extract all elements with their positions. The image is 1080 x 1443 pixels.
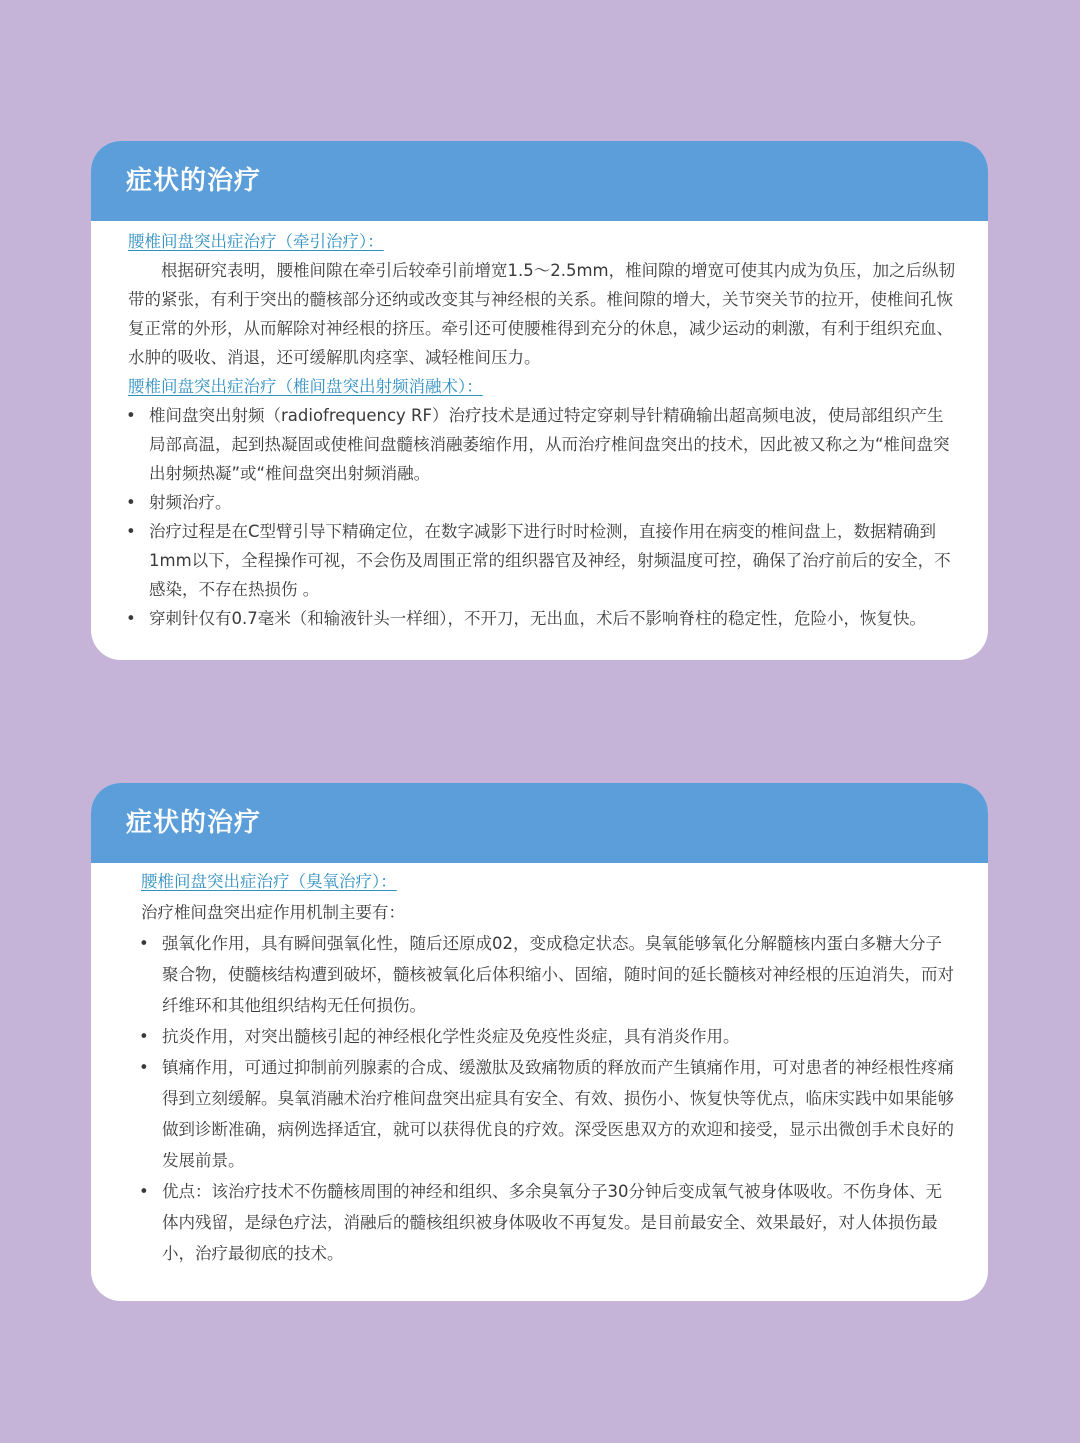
list-item [128,604,958,633]
traction-therapy-link[interactable]: 腰椎间盘突出症治疗（牵引治疗）： [128,232,384,251]
radiofrequency-ablation-link[interactable]: 腰椎间盘突出症治疗（椎间盘突出射频消融术）： [128,377,483,396]
list-item [141,1176,958,1269]
bullet-text: 优点：该治疗技术不伤髓核周围的神经和组织、多余臭氧分子30分钟后变成氧气被身体吸收。不伤身体、无体内残留，是绿色疗法，消融后的髓核组织被身体吸收不再复发。是目前最安全、效果最好，对人体损伤最小，治疗最彻底的技术。 [162,1182,942,1263]
card-body [91,221,988,633]
list-item [128,488,958,517]
bullet-icon: • [139,1182,149,1201]
card-body [91,863,988,1269]
ozone-intro: 治疗椎间盘突出症作用机制主要有： [141,903,405,922]
bullet-text: 强氧化作用，具有瞬间强氧化性，随后还原成02，变成稳定状态。臭氧能够氧化分解髓核内蛋白多糖大分子聚合物，使髓核结构遭到破坏，髓核被氧化后体积缩小、固缩，随时间的延长髓核对神经根的压迫消失，而对纤维环和其他组织结构无任何损伤。 [162,934,954,1015]
bullet-icon: • [126,406,136,425]
traction-paragraph: 根据研究表明，腰椎间隙在牵引后较牵引前增宽1.5～2.5mm，椎间隙的增宽可使其内成为负压，加之后纵韧带的紧张，有利于突出的髓核部分还纳或改变其与神经根的关系。椎间隙的增大，关节突关节的拉开，使椎间孔恢复正常的外形，从而解除对神经根的挤压。牵引还可使腰椎得到充分的休息，减少运动的刺激，有利于组织充血、水肿的吸收、消退，还可缓解肌肉痉挛、减轻椎间压力。 [128,261,956,367]
list-item [141,928,958,1021]
bullet-icon: • [126,522,136,541]
bullet-icon: • [139,1027,149,1046]
bullet-text: 治疗过程是在C型臂引导下精确定位，在数字减影下进行时时检测，直接作用在病变的椎间盘上，数据精确到1mm以下，全程操作可视，不会伤及周围正常的组织器官及神经，射频温度可控，确保了治疗前后的安全，不感染，不存在热损伤 。 [149,522,951,599]
card-header [91,141,988,221]
card-title: 症状的治疗 [126,808,262,838]
traction-treatment-card [91,141,988,660]
bullet-text: 穿刺针仅有0.7毫米（和输液针头一样细），不开刀，无出血，术后不影响脊柱的稳定性，危险小，恢复快。 [149,609,926,628]
ozone-therapy-link[interactable]: 腰椎间盘突出症治疗（臭氧治疗）： [141,872,397,891]
ozone-bullet-list [141,928,958,1269]
bullet-icon: • [126,609,136,628]
card-header [91,783,988,863]
list-item [141,1052,958,1176]
bullet-text: 镇痛作用，可通过抑制前列腺素的合成、缓激肽及致痛物质的释放而产生镇痛作用，可对患者的神经根性疼痛得到立刻缓解。臭氧消融术治疗椎间盘突出症具有安全、有效、损伤小、恢复快等优点，临床实践中如果能够做到诊断准确，病例选择适宜，就可以获得优良的疗效。深受医患双方的欢迎和接受，显示出微创手术良好的发展前景。 [162,1058,954,1170]
card-title: 症状的治疗 [126,166,262,196]
radiofrequency-bullet-list [128,401,958,633]
bullet-icon: • [139,934,149,953]
bullet-text: 椎间盘突出射频（radiofrequency RF）治疗技术是通过特定穿刺导针精确输出超高频电波，使局部组织产生局部高温，起到热凝固或使椎间盘髓核消融萎缩作用，从而治疗椎间盘突出的技术，因此被又称之为“椎间盘突出射频热凝”或“椎间盘突出射频消融。 [149,406,950,483]
bullet-text: 抗炎作用，对突出髓核引起的神经根化学性炎症及免疫性炎症，具有消炎作用。 [162,1027,740,1046]
bullet-text: 射频治疗。 [149,493,232,512]
list-item [128,517,958,604]
list-item [128,401,958,488]
bullet-icon: • [139,1058,149,1077]
list-item [141,1021,958,1052]
ozone-treatment-card [91,783,988,1301]
bullet-icon: • [126,493,136,512]
